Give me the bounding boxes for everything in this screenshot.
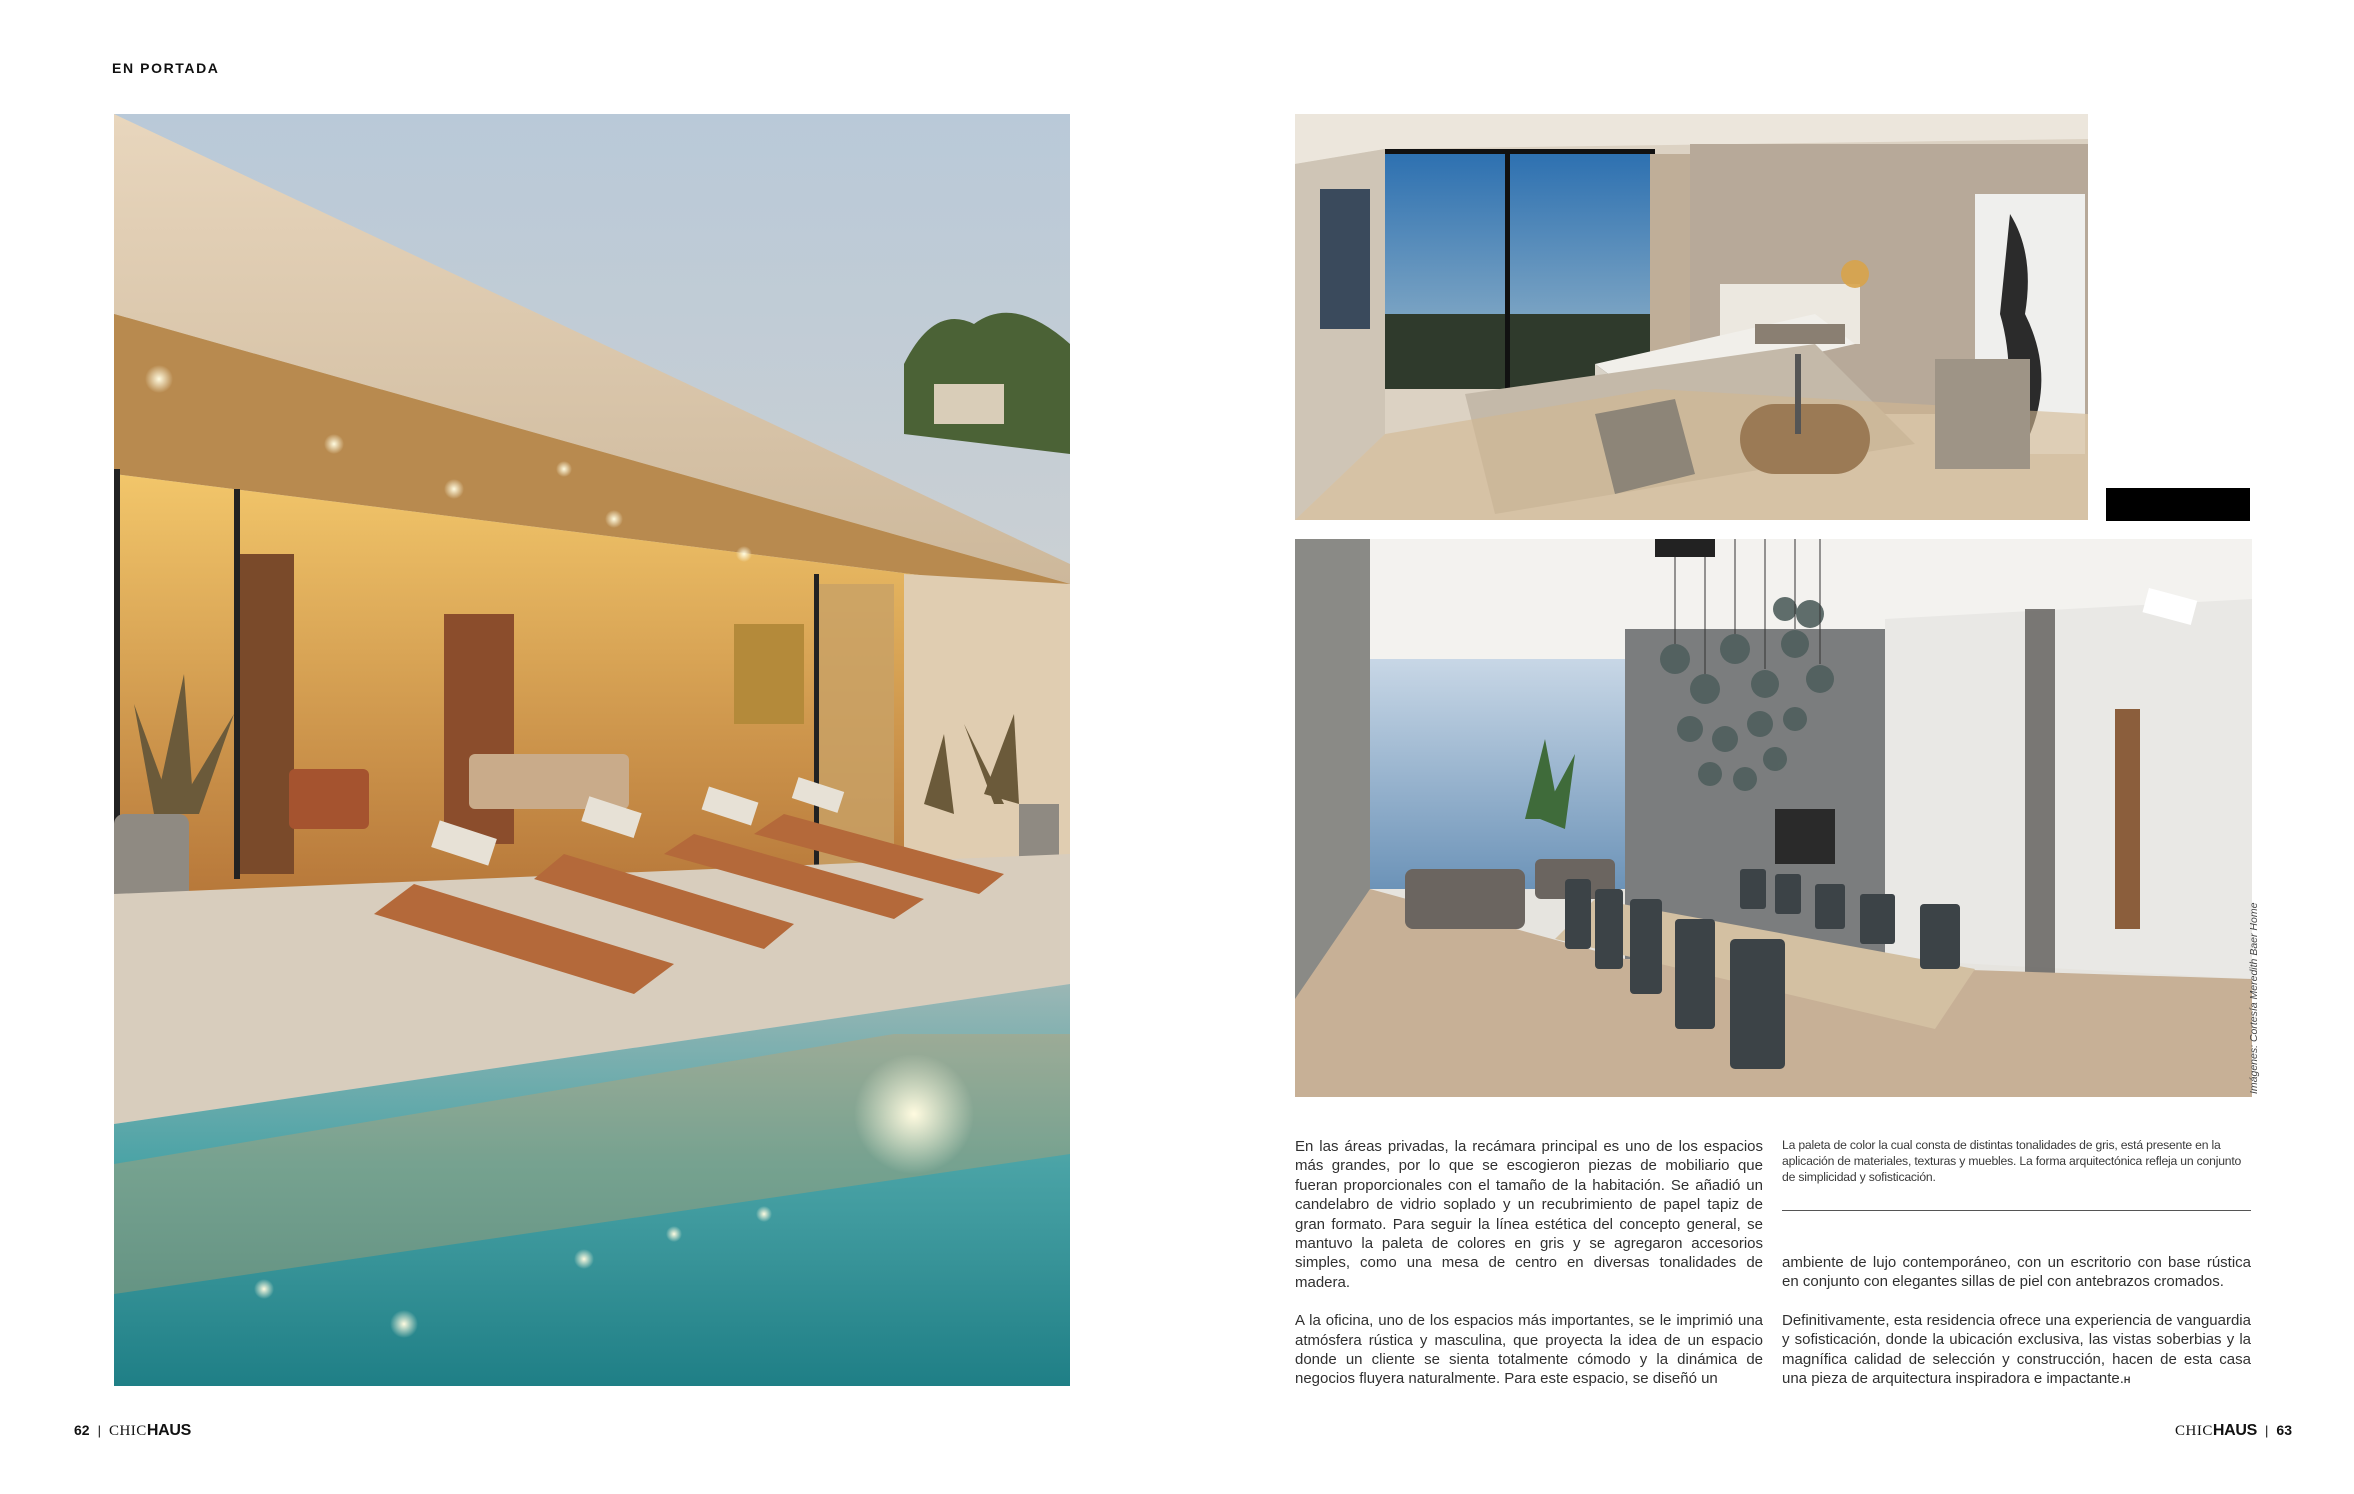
page-number-left: 62 [74, 1422, 90, 1438]
magazine-logo [109, 1422, 191, 1440]
closing-paragraph-text: Definitivamente, esta residencia ofrece una experiencia de vanguardia y sofisticación, donde la ubicación exclusiva, las vistas soberbias y la magnífica calidad de selección y construcción, hacen de esta casa una pieza de arquitectura inspiradora e impactante. [1782, 1311, 2251, 1388]
body-paragraph: En las áreas privadas, la recámara principal es uno de los espacios más grandes, por lo que se escogieron piezas de mobiliario que fueran proporcionales con el tamaño de la habitación. Se añadió un candelabro de vidrio soplado y un recubrimiento de papel tapiz de gran formato. Para seguir la línea estética del concepto general, se mantuvo la paleta de colores en gris y se agregaron accesorios simples, como una mesa de centro en diversas tonalidades de madera. [1295, 1138, 1763, 1291]
body-paragraph [1782, 1311, 2251, 1391]
body-paragraph: A la oficina, uno de los espacios más importantes, se le imprimió una atmósfera rústica y masculina, que proyecta la idea de un espacio donde un cliente se sienta totalmente cómodo y la dinámica de negocios fluyera naturalmente. Para este espacio, se diseñó un [1295, 1312, 1763, 1388]
footer-separator: | [97, 1423, 101, 1438]
caption-divider [1782, 1210, 2251, 1211]
logo-chic: CHIC [2175, 1423, 2213, 1439]
body-paragraph: ambiente de lujo contemporáneo, con un escritorio con base rústica en conjunto con elegantes sillas de piel con antebrazos cromados. [1782, 1254, 2251, 1291]
footer-left [74, 1422, 191, 1440]
footer-right [2175, 1422, 2292, 1440]
page-number-right: 63 [2276, 1422, 2292, 1438]
decorative-black-bar [2106, 488, 2250, 521]
logo-haus: HAUS [2212, 1422, 2258, 1439]
footer-separator: | [2265, 1423, 2269, 1438]
photo-caption: La paleta de color la cual consta de distintas tonalidades de gris, está presente en la aplicación de materiales, texturas y muebles. La forma arquitectónica refleja un conjunto de simplicidad y sofisticación. [1782, 1138, 2242, 1184]
pool-terrace-photo [114, 114, 1070, 1386]
body-column-left [1295, 1137, 1763, 1408]
section-label: EN PORTADA [112, 60, 220, 76]
magazine-logo [2175, 1422, 2257, 1440]
end-mark: H [2123, 1375, 2131, 1386]
dining-room-photo [1295, 539, 2252, 1097]
logo-haus: HAUS [146, 1422, 191, 1439]
logo-chic: CHIC [108, 1423, 147, 1439]
master-bedroom-photo [1295, 114, 2088, 520]
photo-credit: Imágenes: Cortesía Meredith Baer Home [2248, 902, 2260, 1094]
body-column-right [1782, 1253, 2251, 1409]
